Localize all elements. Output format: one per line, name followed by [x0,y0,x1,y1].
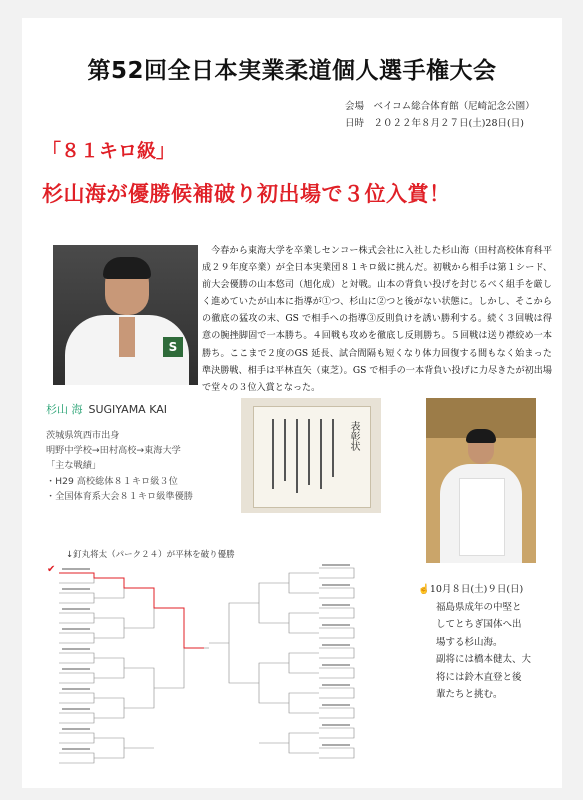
event-date: ☝10月８日(土)９日(日) [418,584,524,595]
bracket-caption: ↓釘丸将太（パーク２４）が平林を破り優勝 [66,550,235,560]
profile-line: 明野中学校→田村高校→東海大学 [46,445,181,457]
athlete-profile [46,428,193,504]
profile-line: 茨城県筑西市出身 [46,430,120,441]
result-headline: 杉山海が優勝候補破り初出場で３位入賞！ [42,182,451,206]
event-line: 場する杉山海。 [436,636,503,648]
athlete-portrait-photo: S [53,245,198,385]
award-certificate-photo: 表彰状 [241,398,381,513]
poster [22,18,562,788]
tournament-bracket-image [54,558,394,778]
article-body: 今春から東海大学を卒業しセンコー株式会社に入社した杉山海（田村高校体育科平成２９年度卒業）が全日本実業団８１キロ級に挑んだ。初戦から相手は第１シード、前大会優勝の山本悠司（旭化成）と対戦。山本の背負い投げを封じるべく組手を厳しく進めていたが山本に指導が①つ、杉山に②つと後がない状態に。しかし、そこからの徹底の猛攻の末、GS で相手への指導③反則負けを誘い勝利する。続く３回戦は得意の腕挫脚固で一本勝ち。４回戦も攻めを徹底し反則勝ち。５回戦は送り襟絞め一本勝ち。ここまで２度のGS 延長、試合間隔も短くなり体力回復する間もなく始まった準決勝戦、相手は平林直矢（東芝）。GS で相手の一本背負い投げに力尽きたが初出場で堂々の３位入賞となった。 [202,246,552,393]
event-line: 輩たちと挑む。 [436,689,503,700]
athlete-name-en: SUGIYAMA KAI [88,403,167,416]
national-sports-festival-note [418,581,531,704]
poster-title: 第52回全日本実業柔道個人選手権大会 [87,58,497,84]
profile-line: ・全国体育系大会８１キロ級準優勝 [46,490,193,502]
event-line: 将には鈴木直登と後 [436,671,522,683]
event-line: 副将には橋本健太、大 [436,654,532,665]
event-line: してとちぎ国体へ出 [436,619,522,630]
event-line: 福島県成年の中堅と [436,601,522,613]
profile-line: ・H29 高校総体８１キロ級３位 [46,475,178,487]
venue-place: 会場 ベイコム総合体育館（尼崎記念公園） [345,101,535,112]
venue-dates: 日時 ２０２２年８月２７日(土)28日(日) [345,118,524,129]
checkmark-icon: ✔ [47,564,56,575]
athlete-name-jp: 杉山 海 [46,403,83,416]
profile-line: 「主な戦績」 [46,460,102,472]
venue-info [345,98,535,132]
athlete-with-certificate-photo [426,398,536,563]
weight-class-headline: 「８１キロ級」 [42,140,176,162]
athlete-name [46,401,167,417]
